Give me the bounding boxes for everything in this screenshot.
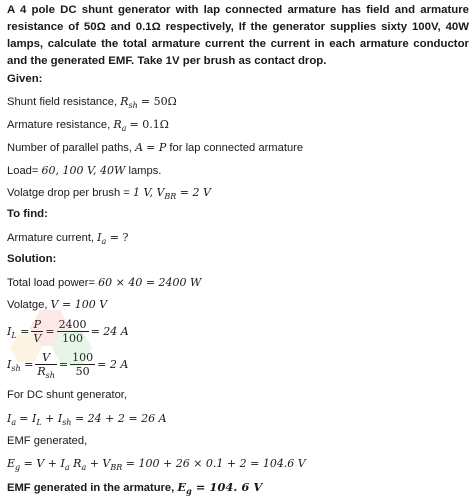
equation-generated-emf: $E_g = V + I_a$ $R_a + V_{BR} = 100 + 26 \times 0.1 + 2 = 104.6$ V xyxy=(7,457,306,472)
given-shunt-resistance: Shunt field resistance, $R_{sh} = 50\Omega$ xyxy=(7,95,177,110)
given-armature-resistance: Armature resistance, $R_a = 0.1\Omega$ xyxy=(7,118,169,133)
heading-solution: Solution: xyxy=(7,253,57,265)
given-load: Load= 60, 100 V, 40W lamps. xyxy=(7,164,162,177)
to-find-armature-current: Armature current, $I_a$ = ? xyxy=(7,231,129,246)
solution-voltage: Volatge, V = 100 V xyxy=(7,298,108,311)
solution-dc-shunt-label: For DC shunt generator, xyxy=(7,389,128,401)
equation-armature-current: $I_a = I_L + I_{sh} = 24 + 2 = 26$ A xyxy=(7,412,167,427)
document-page xyxy=(7,0,469,496)
heading-given: Given: xyxy=(7,73,43,85)
equation-shunt-current: $I_{sh}$ = $\frac{V}{R_{sh}}$ = $\frac{100}{50}$ = 2 A xyxy=(7,351,129,380)
solution-emf-label: EMF generated, xyxy=(7,435,88,447)
heading-to-find: To find: xyxy=(7,208,48,220)
solution-total-power: Total load power= 60 × 40 = 2400 W xyxy=(7,276,202,289)
equation-load-current: $I_L$ = $\frac{P}{V}$ = $\frac{2400}{100}$ = 24 A xyxy=(7,318,129,345)
given-parallel-paths: Number of parallel paths, A = P for lap connected armature xyxy=(7,141,304,154)
final-answer: EMF generated in the armature, $E_g = 104$. 6 V xyxy=(7,480,263,496)
given-brush-drop: Volatge drop per brush = 1 V, $V_{BR} = 2$ V xyxy=(7,186,211,201)
question-text: A 4 pole DC shunt generator with lap connected armature has field and armature resistance of 50Ω and 0.1Ω respectively, If the generator supplies sixty 100V, 40W lamps, calculate the total armature current the current in each armature conductor and the generated EMF. Take 1V per brush as contact drop. xyxy=(7,4,469,67)
